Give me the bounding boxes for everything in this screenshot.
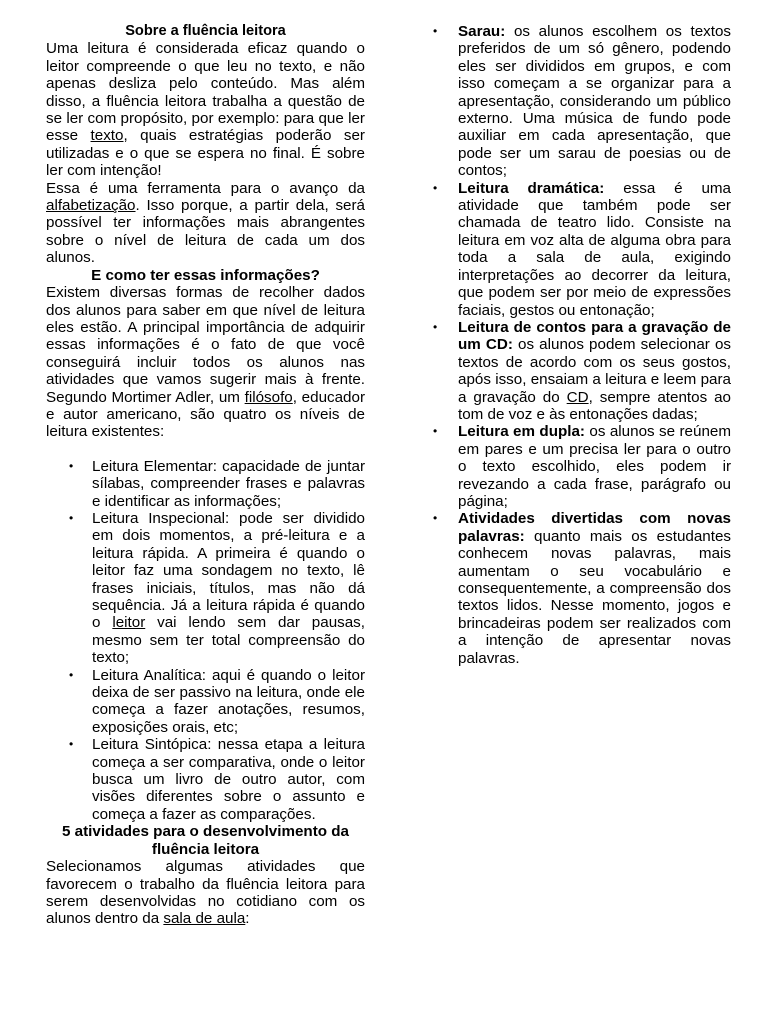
list-item — [458, 23, 731, 180]
right-column — [433, 23, 731, 667]
list-item — [458, 510, 731, 667]
activity-title: Sarau: — [458, 23, 506, 40]
intro-text: Uma leitura é considerada eficaz quando o leitor compreende o que leu no texto, e não apenas desliza pelo conteúdo. Mas além disso, a fluência leitora trabalha a questão de se ler com propósito, por exemplo: para que ler esse — [46, 40, 365, 145]
activity-text: os alunos se reúnem em pares e um precisa ler para o outro o texto escolhido, eles podem ir revezando a cada frase, parágrafo ou página; — [458, 423, 731, 510]
list-item: • Leitura Analítica: aqui é quando o leitor deixa de ser passivo na leitura, onde ele começa a fazer anotações, resumos, exposições orais, etc; — [92, 667, 365, 737]
activity-text: os alunos escolhem os textos preferidos de um só gênero, podendo eles ser divididos em grupos, e com isso começam a se organizar para a apresentação, considerando um público externo. Uma música de fundo pode auxiliar em cada apresentação, que pode ser um sarau de poesias ou de contos; — [458, 23, 731, 180]
list-item — [458, 423, 731, 510]
section-heading-atividades: 5 atividades para o desenvolvimento da fluência leitora — [62, 823, 349, 858]
intro-paragraph — [46, 40, 365, 179]
list-item: • Leitura Elementar: capacidade de juntar sílabas, compreender frases e palavras e identificar as informações; — [92, 458, 365, 510]
activities-intro-text: Selecionamos algumas atividades que favorecem o trabalho da fluência leitora para serem desenvolvidas no cotidiano com os alunos dentro da — [46, 858, 365, 928]
activity-title: Atividades divertidas com novas palavras: — [458, 510, 731, 545]
link-sala-de-aula[interactable]: sala de aula — [163, 910, 246, 928]
level-text-end: vai lendo sem dar pausas, mesmo sem ter total compreensão do texto; — [92, 614, 366, 667]
left-column — [46, 23, 365, 928]
levels-intro-text: Existem diversas formas de recolher dados dos alunos para saber em que nível de leitura eles estão. A principal importância de adquirir essas informações é o fato de que você conseguirá incluir todos os alunos nas atividades que vamos sugerir mais à frente. Segundo Mortimer Adler, um — [46, 284, 365, 406]
activity-text: quanto mais os estudantes conhecem novas palavras, mais aumentam o seu vocabulário e consequentemente, a compreensão dos textos lidos. Nesse momento, jogos e brincadeiras podem ser realizados com a intenção de apresentar novas palavras. — [458, 527, 731, 667]
activity-title: Leitura de contos para a gravação de um CD: — [458, 318, 731, 354]
link-cd[interactable]: CD — [566, 388, 589, 406]
alfabetizacao-text: Essa é uma ferramenta para o avanço da — [46, 179, 365, 197]
activity-title: Leitura em dupla: — [458, 423, 585, 441]
levels-intro-text-end: , educador e autor americano, são quatro os níveis de leitura existentes: — [46, 388, 366, 441]
list-item — [92, 510, 365, 667]
level-text: Leitura Inspecional: pode ser dividido em dois momentos, a pré-leitura e a leitura rápida. A primeira é quando o leitor faz uma sondagem no texto, lê frases iniciais, títulos, mas não dá sequência. Já a leitura rápida é quando o — [92, 509, 365, 632]
activity-text-end: , sempre atentos ao tom de voz e às entonações dadas; — [458, 388, 731, 423]
section-heading-informacoes: E como ter essas informações? — [91, 266, 320, 284]
reading-levels-list — [46, 458, 365, 824]
intro-text-end: , quais estratégias poderão ser utilizadas e o que se espera no final. É sobre ler com intenção! — [46, 127, 365, 180]
activities-intro-text-end: : — [245, 910, 250, 928]
activity-text: essa é uma atividade que também pode ser chamada de teatro lido. Consiste na leitura em voz alta de alguma obra para toda a sala de aula, exigindo interpretações ao decorrer da leitura, que podem ser por meio de expressões faciais, gestos ou entonação; — [458, 179, 732, 319]
alfabetizacao-text-end: . Isso porque, a partir dela, será possível ter informações mais abrangentes sobre o nível de leitura de cada um dos alunos. — [46, 197, 365, 267]
alfabetizacao-paragraph — [46, 180, 365, 267]
link-alfabetizacao[interactable]: alfabetização — [46, 197, 136, 215]
activity-text: os alunos podem selecionar os textos de acordo com os seus gostos, após isso, ensaiam a leitura e leem para a gravação do — [458, 336, 731, 406]
levels-intro-paragraph — [46, 284, 365, 441]
activities-intro-paragraph — [46, 858, 365, 928]
activity-title: Leitura dramática: — [458, 179, 605, 197]
document-title: Sobre a fluência leitora — [125, 23, 286, 39]
link-leitor[interactable]: leitor — [112, 614, 146, 632]
link-texto[interactable]: texto — [90, 127, 124, 145]
link-filosofo[interactable]: filósofo — [244, 388, 293, 406]
list-item — [458, 319, 731, 423]
activities-list — [433, 23, 731, 667]
list-item — [458, 180, 731, 319]
list-item: • Leitura Sintópica: nessa etapa a leitura começa a ser comparativa, onde o leitor busca um livro de outro autor, com visões diferentes sobre o assunto e começa a fazer as comparações. — [92, 736, 365, 823]
